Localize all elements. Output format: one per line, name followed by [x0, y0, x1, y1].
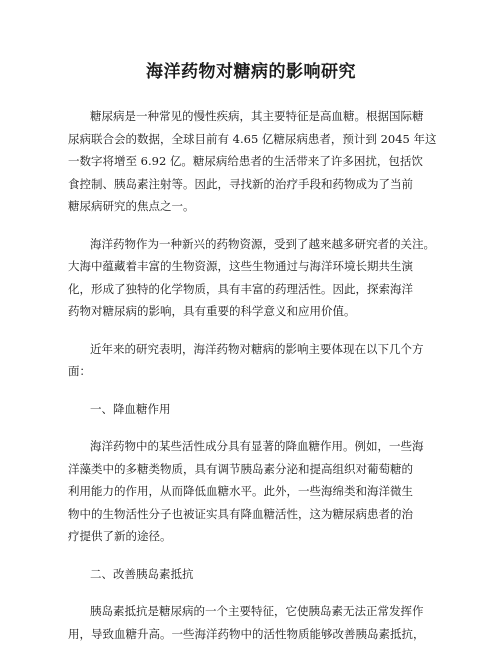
text-line: 糖尿病研究的焦点之一。 [68, 199, 195, 213]
text-line: 物中的生物活性分子也被证实具有降血糖活性，这为糖尿病患者的治 [68, 506, 413, 521]
research-overview-paragraph [68, 338, 462, 383]
text-line: 海洋药物中的某些活性成分具有显著的降血糖作用。例如，一些海 [90, 439, 424, 453]
document-title: 海洋药物对糖病的影响研究 [146, 62, 356, 82]
text-line: 药物对糖尿病的影响，具有重要的科学意义和应用价值。 [68, 304, 356, 318]
text-line: 胰岛素抵抗是糖尿病的一个主要特征，它使胰岛素无法正常发挥作 [90, 604, 424, 618]
text-line: 一数字将增至 6.92 亿。糖尿病给患者的生活带来了许多困扰，包括饮 [68, 154, 423, 168]
text-line: 一、降血糖作用 [90, 401, 171, 416]
text-line: 化，形成了独特的化学物质，具有丰富的药理活性。因此，探索海洋 [68, 281, 413, 296]
text-line: 食控制、胰岛素注射等。因此，寻找新的治疗手段和药物成为了当前 [68, 176, 413, 191]
text-line: 利用能力的作用，从而降低血糖水平。此外，一些海绵类和海洋微生 [68, 484, 413, 498]
marine-drugs-paragraph [68, 233, 462, 323]
text-line: 面： [68, 364, 91, 378]
text-line: 海洋药物作为一种新兴的药物资源，受到了越来越多研究者的关注。 [90, 236, 435, 251]
text-line: 糖尿病是一种常见的慢性疾病，其主要特征是高血糖。根据国际糖 [90, 109, 424, 123]
hypoglycemic-paragraph [68, 435, 462, 548]
intro-paragraph [68, 105, 462, 218]
text-line: 疗提供了新的途径。 [68, 529, 172, 543]
text-line: 二、改善胰岛素抵抗 [90, 566, 194, 581]
text-line: 大海中蕴藏着丰富的生物资源，这些生物通过与海洋环境长期共生演 [68, 259, 413, 273]
text-line: 尿病联合会的数据，全球目前有 4.65 亿糖尿病患者，预计到 2045 年这 [68, 131, 437, 146]
text-line: 用，导致血糖升高。一些海洋药物中的活性物质能够改善胰岛素抵抗， [68, 626, 425, 641]
insulin-resistance-paragraph [68, 600, 462, 645]
text-line: 近年来的研究表明，海洋药物对糖病的影响主要体现在以下几个方 [90, 341, 424, 356]
section-heading-1 [68, 398, 462, 421]
section-heading-2 [68, 563, 462, 586]
document-body [68, 105, 462, 645]
text-line: 洋藻类中的多糖类物质，具有调节胰岛素分泌和提高组织对葡萄糖的 [68, 461, 413, 476]
